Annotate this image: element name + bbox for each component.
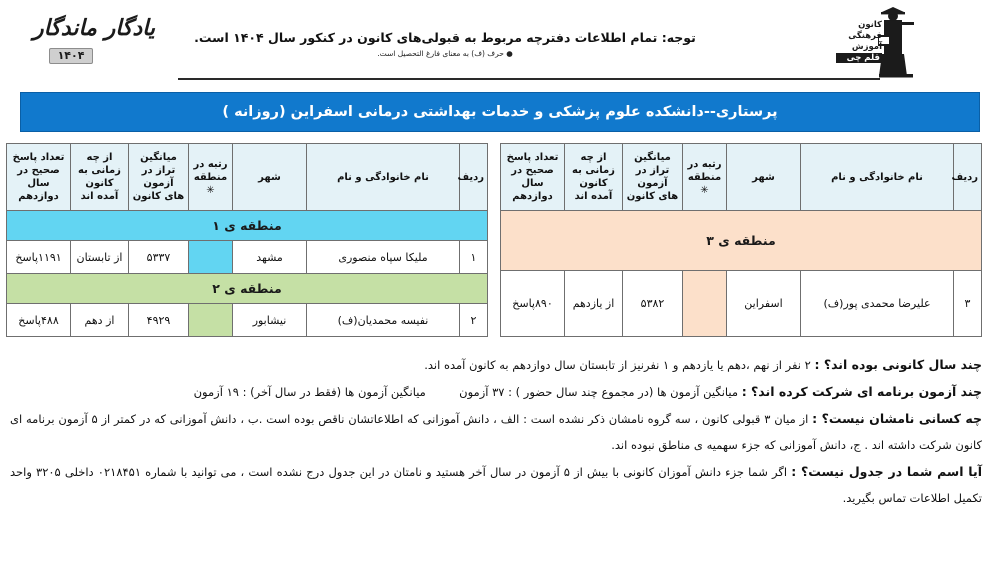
note-missing-names-line1 [10, 406, 982, 432]
cell-since: از یازدهم [565, 271, 623, 337]
cell-radif: ۱ [460, 241, 488, 274]
cell-rank [189, 304, 233, 337]
note-not-listed-body-1: اگر شما جزء دانش آموزان کانونی با بیش از ۵ آزمون در سال آخر هستید و نامتان در این جدول درج نشده است ، می توانید با شماره ۰۲۱۸۴۵۱ داخلی ۳۲۰۵ واحد [10, 465, 788, 479]
region-label: منطقه ی ۲ [7, 274, 488, 304]
table-row [7, 304, 488, 337]
note-missing-body-2: کانون شرکت داشته اند . ج، دانش آموزانی که جزء سهمیه ی مناطق نبوده اند. [611, 438, 982, 452]
region-header-row [7, 211, 488, 241]
cell-name: نفیسه محمدیان(ف) [307, 304, 460, 337]
col-rank: رتبه در منطقه ✳ [189, 144, 233, 211]
cell-city: نیشابور [233, 304, 307, 337]
brand-yadegar-mandegar [18, 14, 170, 74]
table-row [501, 271, 982, 337]
col-since: از چه زمانی به کانون آمده اند [71, 144, 129, 211]
col-answers: تعداد پاسخ صحیح در سال دوازدهم [7, 144, 71, 211]
col-answers: تعداد پاسخ صحیح در سال دوازدهم [501, 144, 565, 211]
note-name-not-listed-line1 [10, 459, 982, 485]
results-table-right [6, 143, 488, 337]
brand-year-badge: ۱۴۰۴ [49, 48, 94, 64]
notes-section [10, 352, 982, 512]
region-label: منطقه ی ۱ [7, 211, 488, 241]
page-header [0, 0, 1000, 88]
cell-name: ملیکا سپاه منصوری [307, 241, 460, 274]
graduate-figure-icon [878, 6, 914, 78]
col-since: از چه زمانی به کانون آمده اند [565, 144, 623, 211]
cell-since: از تابستان [71, 241, 129, 274]
cell-name: علیرضا محمدی پور(ف) [801, 271, 954, 337]
cell-answers: ۴۸۸پاسخ [7, 304, 71, 337]
note-missing-body-1: از میان ۳ قبولی کانون ، سه گروه نامشان ذکر نشده است : الف ، دانش آموزانی که اطلاعاتشان ناقص بوده است .ب ، دانش آموزانی که در کمتر از ۵ آزمون برنامه ای [10, 412, 809, 426]
brand-name-text: یادگار ماندگار [32, 16, 156, 41]
table-row [7, 241, 488, 274]
region-header-row [501, 211, 982, 271]
note-years-label: چند سال کانونی بوده اند؟ : [814, 357, 982, 372]
kanoon-logo [836, 6, 914, 78]
col-name: نام خانوادگی و نام [801, 144, 954, 211]
note-missing-names-line2 [10, 433, 982, 458]
cell-rank [189, 241, 233, 274]
col-taraz: میانگین تراز در آزمون های کانون [623, 144, 683, 211]
cell-radif: ۲ [460, 304, 488, 337]
logo-word-1: فرهنگی [848, 31, 882, 41]
col-name: نام خانوادگی و نام [307, 144, 460, 211]
col-radif: ردیف [460, 144, 488, 211]
results-table-left [500, 143, 982, 337]
note-years-at-kanoon [10, 352, 982, 378]
note-exams-taken [10, 379, 982, 405]
col-city: شهر [233, 144, 307, 211]
cell-since: از دهم [71, 304, 129, 337]
page-title-bar [20, 92, 980, 132]
region-label: منطقه ی ۳ [501, 211, 982, 271]
col-taraz: میانگین تراز در آزمون های کانون [129, 144, 189, 211]
logo-word-0: کانون [858, 20, 882, 30]
results-tables [12, 143, 982, 337]
notice-sub-text: ● حرف (ف) به معنای فارغ التحصیل است. [377, 49, 513, 58]
header-divider [178, 78, 880, 80]
note-not-listed-label: آیا اسم شما در جدول نیست؟ : [791, 464, 982, 479]
notice-block [190, 30, 700, 59]
region-header-row [7, 274, 488, 304]
cell-taraz: ۵۳۳۷ [129, 241, 189, 274]
logo-word-2: آموزش [851, 42, 882, 52]
table-header-row [501, 144, 982, 211]
cell-rank [683, 271, 727, 337]
note-missing-label: چه کسانی نامشان نیست؟ : [812, 411, 982, 426]
note-not-listed-body-2: تکمیل اطلاعات تماس بگیرید. [842, 491, 982, 505]
cell-taraz: ۴۹۲۹ [129, 304, 189, 337]
cell-taraz: ۵۳۸۲ [623, 271, 683, 337]
page-title: پرستاری--دانشکده علوم پزشکی و خدمات بهداشتی درمانی اسفراین (روزانه ) [222, 104, 778, 120]
cell-radif: ۳ [954, 271, 982, 337]
note-years-body: ۲ نفر از نهم ،دهم یا یازدهم و ۱ نفرنیز از تابستان سال دوازدهم به کانون آمده اند. [424, 358, 811, 372]
col-rank: رتبه در منطقه ✳ [683, 144, 727, 211]
logo-wordmark [836, 20, 882, 63]
col-city: شهر [727, 144, 801, 211]
cell-answers: ۸۹۰پاسخ [501, 271, 565, 337]
notice-main-text: توجه: تمام اطلاعات دفترچه مربوط به قبولی‌های کانون در کنکور سال ۱۴۰۴ است. [194, 30, 696, 45]
cell-city: اسفراین [727, 271, 801, 337]
col-radif: ردیف [954, 144, 982, 211]
note-exams-body-total: میانگین آزمون ها (در مجموع چند سال حضور ) : ۳۷ آزمون [459, 385, 739, 399]
note-name-not-listed-line2 [10, 486, 982, 511]
note-exams-body-final-year: میانگین آزمون ها (فقط در سال آخر) : ۱۹ آزمون [193, 385, 426, 399]
logo-word-3: قلم چی [836, 53, 882, 63]
cell-answers: ۱۱۹۱پاسخ [7, 241, 71, 274]
cell-city: مشهد [233, 241, 307, 274]
table-header-row [7, 144, 488, 211]
note-exams-label: چند آزمون برنامه ای شرکت کرده اند؟ : [741, 384, 982, 399]
